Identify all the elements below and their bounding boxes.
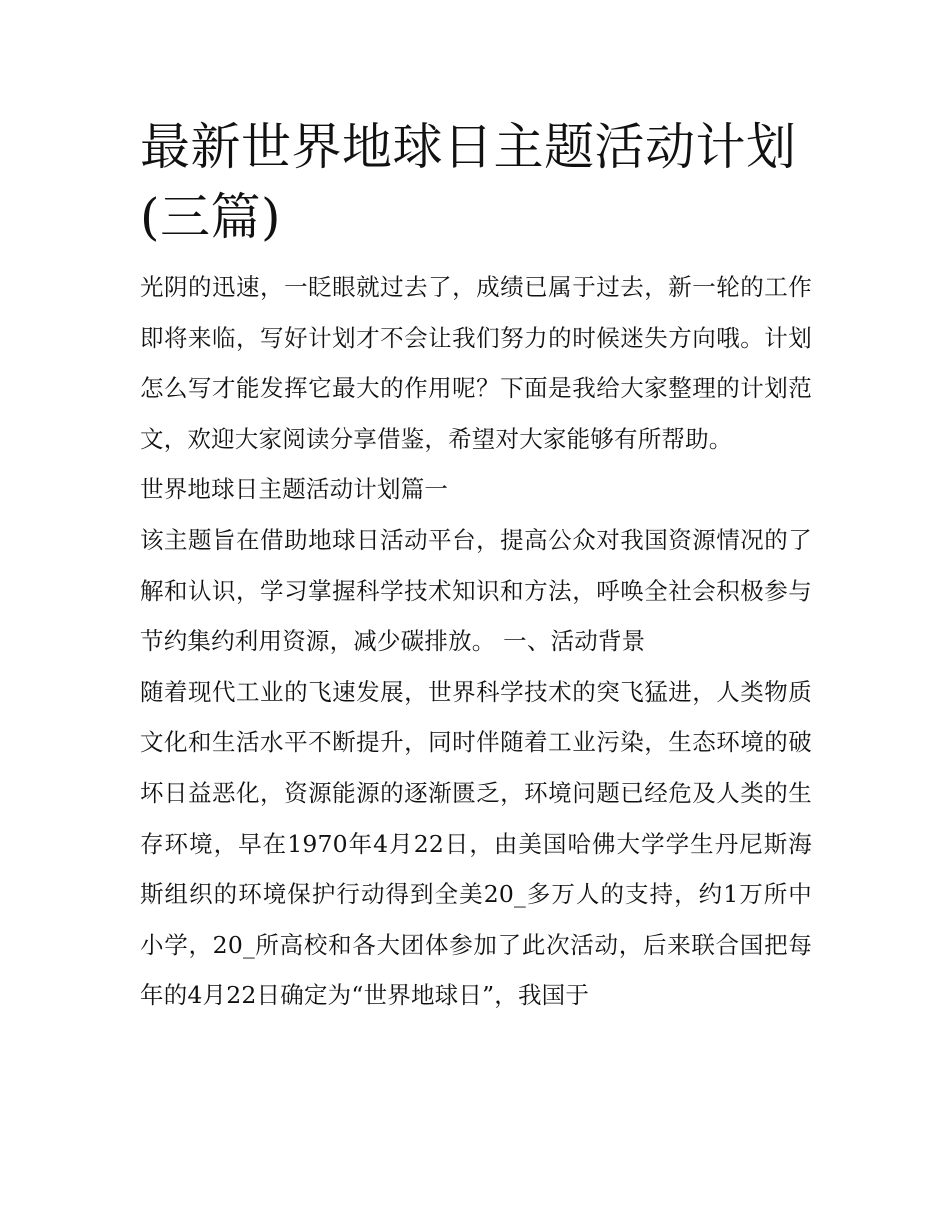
title-line-1: 最新世界地球日主题活动计划 [140,118,797,176]
paragraph-list [140,262,812,1021]
section-heading: 世界地球日主题活动计划篇一 [140,475,449,504]
intro-paragraph: 光阴的迅速，一眨眼就过去了，成绩已属于过去，新一轮的工作即将来临，写好计划才不会让我们努力的时候迷失方向哦。计划怎么写才能发挥它最大的作用呢？下面是我给大家整理的计划范文，欢迎大家阅读分享借鉴，希望对大家能够有所帮助。 [140,273,812,453]
background-paragraph: 随着现代工业的飞速发展，世界科学技术的突飞猛进，人类物质文化和生活水平不断提升，同时伴随着工业污染，生态环境的破坏日益恶化，资源能源的逐渐匮乏，环境问题已经危及人类的生存环境，早在1970年4月22日，由美国哈佛大学学生丹尼斯海斯组织的环境保护行动得到全美20_多万人的支持，约1万所中小学，20_所高校和各大团体参加了此次活动，后来联合国把每年的4月22日确定为“世界地球日”，我国于 [140,677,812,1010]
document-title [140,112,812,252]
title-line-2: (三篇) [140,188,282,246]
theme-paragraph: 该主题旨在借助地球日活动平台，提高公众对我国资源情况的了解和认识，学习掌握科学技术知识和方法，呼唤全社会积极参与节约集约利用资源，减少碳排放。 一、活动背景 [140,525,812,656]
document-body [140,112,812,1021]
